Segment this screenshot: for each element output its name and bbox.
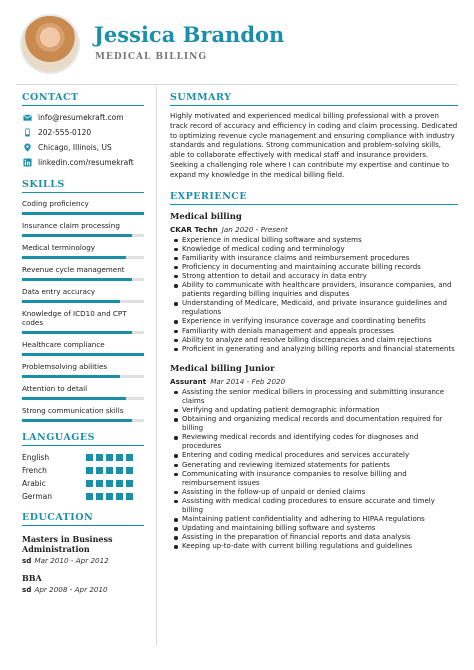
job-bullet: Generating and reviewing itemized statements for patients bbox=[182, 461, 458, 470]
languages-heading: LANGUAGES bbox=[22, 432, 144, 446]
language-item bbox=[22, 464, 144, 477]
skill-level-fill bbox=[22, 212, 144, 215]
job-bullet: Ability to communicate with healthcare providers, insurance companies, and patients regarding billing inquiries and disputes bbox=[182, 281, 458, 299]
phone-icon bbox=[22, 128, 32, 137]
language-level-dot bbox=[86, 480, 93, 487]
job-bullet: Proficiency in documenting and maintaining accurate billing records bbox=[182, 263, 458, 272]
skill-item bbox=[22, 243, 144, 259]
experience-entry bbox=[170, 364, 458, 552]
job-bullet: Assisting in the preparation of financial reports and data analysis bbox=[182, 533, 458, 542]
language-item bbox=[22, 490, 144, 503]
skill-label: Knowledge of ICD10 and CPT codes bbox=[22, 309, 127, 327]
job-bullet: Familiarity with denials management and appeals processes bbox=[182, 327, 458, 336]
job-company: Assurant bbox=[170, 376, 207, 386]
skill-label: Problemsolving abilities bbox=[22, 362, 108, 371]
language-name: German bbox=[22, 492, 53, 501]
skill-level-bar bbox=[22, 234, 144, 237]
language-level-dot bbox=[126, 493, 133, 500]
education-dates: Mar 2010 - Apr 2012 bbox=[34, 556, 109, 565]
linkedin-icon bbox=[22, 158, 32, 167]
skill-level-fill bbox=[22, 278, 132, 281]
summary-heading: SUMMARY bbox=[170, 92, 458, 106]
contact-phone[interactable] bbox=[22, 125, 144, 139]
mail-icon bbox=[22, 113, 32, 122]
job-bullet: Strong attention to detail and accuracy in data entry bbox=[182, 272, 458, 281]
job-bullet: Assisting with medical coding procedures to ensure accurate and timely billing bbox=[182, 497, 458, 515]
skill-level-bar bbox=[22, 397, 144, 400]
language-level-dot bbox=[96, 454, 103, 461]
language-level-dot bbox=[116, 454, 123, 461]
skill-label: Coding proficiency bbox=[22, 199, 89, 208]
job-bullet: Updating and maintaining billing software and systems bbox=[182, 524, 458, 533]
job-bullet: Obtaining and organizing medical records and documentation required for billing bbox=[182, 415, 458, 433]
education-entry bbox=[22, 573, 144, 594]
experience-entry bbox=[170, 212, 458, 354]
skill-item bbox=[22, 221, 144, 237]
language-level-dot bbox=[96, 467, 103, 474]
contact-phone-text: 202-555-0120 bbox=[38, 127, 92, 137]
language-level bbox=[86, 493, 133, 500]
language-item bbox=[22, 451, 144, 464]
job-bullet: Reviewing medical records and identifying codes for diagnoses and procedures bbox=[182, 433, 458, 451]
contact-email[interactable] bbox=[22, 110, 144, 124]
skill-label: Strong communication skills bbox=[22, 406, 124, 415]
job-role-title: Medical billing bbox=[170, 211, 242, 222]
skill-level-bar bbox=[22, 300, 144, 303]
language-name: Arabic bbox=[22, 479, 46, 488]
skill-item bbox=[22, 406, 144, 422]
job-dates: Jan 2020 - Present bbox=[221, 224, 288, 234]
skill-level-fill bbox=[22, 353, 144, 356]
skill-label: Data entry accuracy bbox=[22, 287, 96, 296]
job-bullet: Verifying and updating patient demographic information bbox=[182, 406, 458, 415]
job-role-title: Medical billing Junior bbox=[170, 363, 275, 374]
experience-heading: EXPERIENCE bbox=[170, 191, 458, 205]
summary-text: Highly motivated and experienced medical billing professional with a proven track record of accuracy and efficiency in coding and claim processing. Dedicated to optimizing revenue cycle management and ensuring compliance with industry standards and regulations. Strong communication and problem-solving skills, able to collaborate effectively with medical staff and insurance providers. Seeking a challenging role where I can contribute my expertise and continue to expand my knowledge in the medical billing field. bbox=[170, 112, 458, 179]
skill-level-bar bbox=[22, 278, 144, 281]
skill-level-fill bbox=[22, 419, 132, 422]
skills-heading: SKILLS bbox=[22, 179, 144, 193]
left-column bbox=[22, 92, 144, 594]
skill-label: Insurance claim processing bbox=[22, 221, 120, 230]
skill-label: Revenue cycle management bbox=[22, 265, 125, 274]
language-level bbox=[86, 480, 133, 487]
job-meta bbox=[170, 377, 458, 386]
education-meta bbox=[22, 556, 144, 565]
education-entry bbox=[22, 534, 144, 565]
contact-heading: CONTACT bbox=[22, 92, 144, 106]
header-divider bbox=[16, 84, 458, 85]
education-heading: EDUCATION bbox=[22, 512, 144, 526]
language-level-dot bbox=[126, 480, 133, 487]
language-level bbox=[86, 454, 133, 461]
skill-level-fill bbox=[22, 300, 120, 303]
language-name: French bbox=[22, 466, 47, 475]
skill-item bbox=[22, 384, 144, 400]
skill-item bbox=[22, 309, 144, 334]
education-school: sd bbox=[22, 585, 32, 594]
contact-location-text: Chicago, Illinois, US bbox=[38, 142, 112, 152]
language-level-dot bbox=[116, 493, 123, 500]
skill-label: Healthcare compliance bbox=[22, 340, 105, 349]
language-level-dot bbox=[96, 480, 103, 487]
language-level-dot bbox=[126, 467, 133, 474]
language-level-dot bbox=[106, 480, 113, 487]
job-bullet: Experience in medical billing software and systems bbox=[182, 236, 458, 245]
job-company: CKAR Techn bbox=[170, 224, 218, 234]
profile-photo bbox=[20, 14, 80, 74]
language-level-dot bbox=[126, 454, 133, 461]
job-bullet: Communicating with insurance companies to resolve billing and reimbursement issues bbox=[182, 470, 458, 488]
languages-list bbox=[22, 451, 144, 503]
job-bullet: Knowledge of medical coding and terminology bbox=[182, 245, 458, 254]
contact-email-text: info@resumekraft.com bbox=[38, 112, 124, 122]
skill-level-bar bbox=[22, 256, 144, 259]
job-bullet: Understanding of Medicare, Medicaid, and private insurance guidelines and regulations bbox=[182, 299, 458, 317]
job-bullet: Maintaining patient confidentiality and adhering to HIPAA regulations bbox=[182, 515, 458, 524]
column-divider bbox=[156, 86, 157, 646]
language-level bbox=[86, 467, 133, 474]
education-degree: Masters in Business Administration bbox=[22, 534, 113, 554]
skill-item bbox=[22, 340, 144, 356]
right-column bbox=[170, 92, 458, 551]
education-school: sd bbox=[22, 556, 32, 565]
skill-level-bar bbox=[22, 375, 144, 378]
job-bullets bbox=[170, 236, 458, 354]
job-meta bbox=[170, 225, 458, 234]
contact-linkedin[interactable] bbox=[22, 155, 144, 169]
location-icon bbox=[22, 143, 32, 152]
resume-header bbox=[0, 0, 474, 86]
skill-level-bar bbox=[22, 419, 144, 422]
language-level-dot bbox=[106, 454, 113, 461]
job-bullet: Proficient in generating and analyzing billing reports and financial statements bbox=[182, 345, 458, 354]
language-item bbox=[22, 477, 144, 490]
skill-level-bar bbox=[22, 353, 144, 356]
contact-linkedin-text: linkedin.com/resumekraft bbox=[38, 157, 134, 167]
job-title: MEDICAL BILLING bbox=[95, 52, 208, 62]
language-level-dot bbox=[116, 480, 123, 487]
language-name: English bbox=[22, 453, 50, 462]
skill-level-fill bbox=[22, 397, 126, 400]
skill-level-bar bbox=[22, 331, 144, 334]
education-degree: BBA bbox=[22, 573, 42, 583]
language-level-dot bbox=[86, 467, 93, 474]
skill-level-fill bbox=[22, 256, 126, 259]
skill-level-fill bbox=[22, 331, 132, 334]
job-bullet: Assisting the senior medical billers in processing and submitting insurance claims bbox=[182, 388, 458, 406]
language-level-dot bbox=[86, 454, 93, 461]
job-dates: Mar 2014 - Feb 2020 bbox=[210, 376, 286, 386]
language-level-dot bbox=[106, 493, 113, 500]
language-level-dot bbox=[106, 467, 113, 474]
job-bullet: Assisting in the follow-up of unpaid or denied claims bbox=[182, 488, 458, 497]
education-dates: Apr 2008 - Apr 2010 bbox=[34, 585, 108, 594]
job-bullet: Experience in verifying insurance coverage and coordinating benefits bbox=[182, 317, 458, 326]
job-bullet: Familiarity with insurance claims and reimbursement procedures bbox=[182, 254, 458, 263]
contact-list bbox=[22, 110, 144, 169]
skill-item bbox=[22, 265, 144, 281]
skill-label: Attention to detail bbox=[22, 384, 88, 393]
candidate-name: Jessica Brandon bbox=[94, 22, 285, 47]
language-level-dot bbox=[96, 493, 103, 500]
skill-item bbox=[22, 199, 144, 215]
experience-list bbox=[170, 212, 458, 552]
skills-list bbox=[22, 199, 144, 422]
skill-item bbox=[22, 287, 144, 303]
job-bullet: Entering and coding medical procedures and services accurately bbox=[182, 451, 458, 460]
skill-level-fill bbox=[22, 234, 132, 237]
job-bullet: Ability to analyze and resolve billing discrepancies and claim rejections bbox=[182, 336, 458, 345]
language-level-dot bbox=[86, 493, 93, 500]
skill-level-fill bbox=[22, 375, 120, 378]
job-bullets bbox=[170, 388, 458, 552]
education-meta bbox=[22, 585, 144, 594]
skill-label: Medical terminology bbox=[22, 243, 96, 252]
contact-location bbox=[22, 140, 144, 154]
skill-level-bar bbox=[22, 212, 144, 215]
language-level-dot bbox=[116, 467, 123, 474]
skill-item bbox=[22, 362, 144, 378]
job-bullet: Keeping up-to-date with current billing regulations and guidelines bbox=[182, 542, 458, 551]
